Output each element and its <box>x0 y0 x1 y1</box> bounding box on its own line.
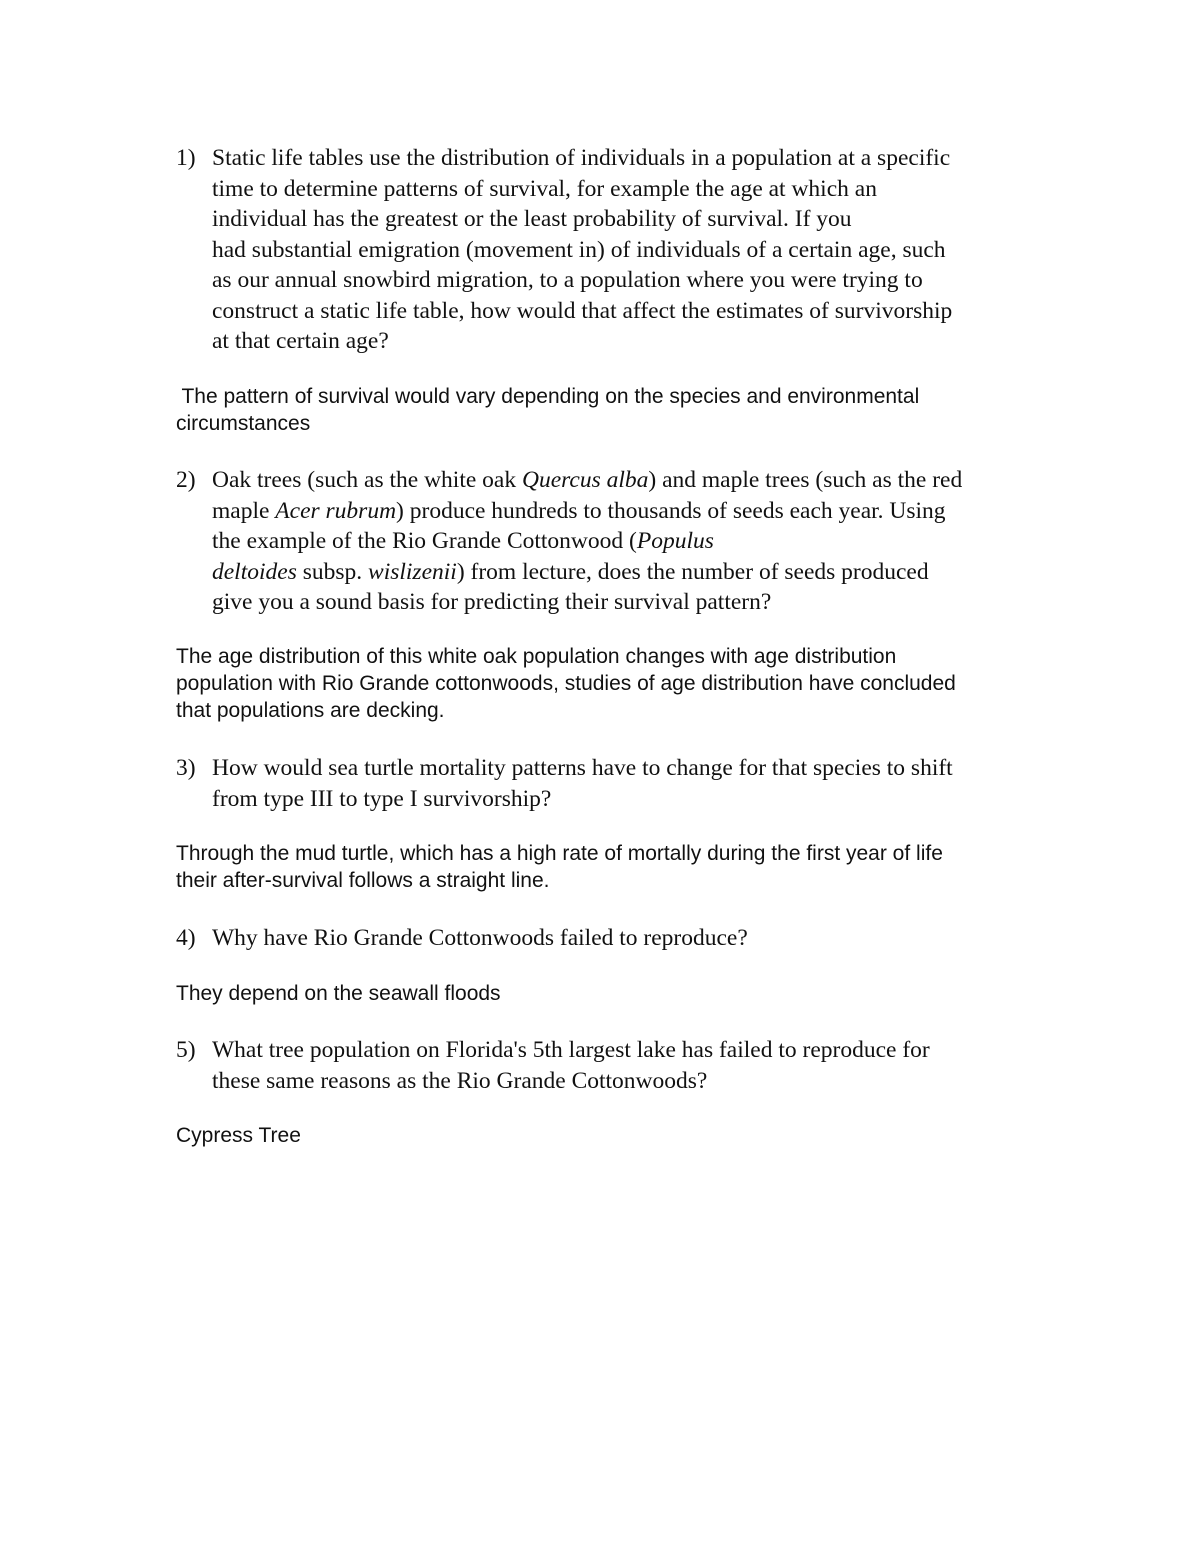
question-text-line: individual has the greatest or the least probability of survival. If you <box>212 206 852 232</box>
question-number: 4) <box>176 925 196 951</box>
answer-text-line: population with Rio Grande cottonwoods, studies of age distribution have concluded <box>176 672 956 695</box>
question-text-line: time to determine patterns of survival, for example the age at which an <box>212 175 877 202</box>
species-name: Quercus alba <box>521 467 649 493</box>
question-number: 5) <box>176 1037 196 1063</box>
answer-text-line: that populations are decking. <box>176 699 445 722</box>
answer-3 <box>176 840 1076 894</box>
answer-4 <box>176 980 1076 1007</box>
question-5 <box>176 1035 1076 1096</box>
question-text-line: as our annual snowbird migration, to a population where you were trying to <box>212 267 923 293</box>
answer-1 <box>176 383 1076 437</box>
question-4 <box>176 923 1076 954</box>
text-run: Oak trees (such as the white oak <box>212 467 522 493</box>
answer-text-line: circumstances <box>176 412 311 435</box>
answer-text-line: The age distribution of this white oak population changes with age distribution <box>176 645 897 668</box>
question-text-line <box>212 526 1076 557</box>
text-run: ) produce hundreds to thousands of seeds each year. Using <box>396 497 946 524</box>
question-text-line: at that certain age? <box>212 328 389 354</box>
question-2 <box>176 465 1076 618</box>
text-run: maple <box>212 497 276 524</box>
answer-text-line: Cypress Tree <box>176 1124 301 1147</box>
question-text-line: construct a static life table, how would that affect the estimates of survivorship <box>212 297 953 324</box>
species-name: Acer rubrum <box>275 497 397 524</box>
question-text-line: Static life tables use the distribution of individuals in a population at a specific <box>212 145 951 171</box>
question-text-line <box>212 496 1076 527</box>
answer-2 <box>176 643 1076 724</box>
text-run: the example of the Rio Grande Cottonwood ( <box>212 528 637 554</box>
question-text-line <box>212 557 1076 588</box>
species-name: wislizenii <box>368 558 457 585</box>
species-name: Populus <box>636 528 714 554</box>
question-text-line: What tree population on Florida's 5th largest lake has failed to reproduce for <box>212 1037 930 1063</box>
question-number: 1) <box>176 145 196 171</box>
question-text-line: had substantial emigration (movement in) of individuals of a certain age, such <box>212 236 946 263</box>
answer-text-line: their after-survival follows a straight line. <box>176 869 550 892</box>
question-text-line: How would sea turtle mortality patterns have to change for that species to shift <box>212 755 953 781</box>
question-number: 2) <box>176 467 196 493</box>
question-number: 3) <box>176 755 196 781</box>
question-text-line <box>212 465 1076 496</box>
answer-5 <box>176 1122 1076 1149</box>
text-run: ) and maple trees (such as the red <box>648 467 963 493</box>
question-1 <box>176 143 1076 357</box>
answer-text-line: They depend on the seawall floods <box>176 982 501 1005</box>
question-text-line: Why have Rio Grande Cottonwoods failed to reproduce? <box>212 925 748 951</box>
species-name: deltoides <box>212 558 297 585</box>
text-run: ) from lecture, does the number of seeds produced <box>456 558 929 585</box>
answer-text-line: Through the mud turtle, which has a high rate of mortally during the first year of life <box>176 842 943 865</box>
question-text-line: give you a sound basis for predicting their survival pattern? <box>212 589 772 615</box>
question-text-line: from type III to type I survivorship? <box>212 785 552 812</box>
text-run: subsp. <box>296 558 369 585</box>
question-text-line: these same reasons as the Rio Grande Cottonwoods? <box>212 1067 708 1094</box>
question-3 <box>176 753 1076 814</box>
answer-text-line: The pattern of survival would vary depending on the species and environmental <box>176 385 920 408</box>
